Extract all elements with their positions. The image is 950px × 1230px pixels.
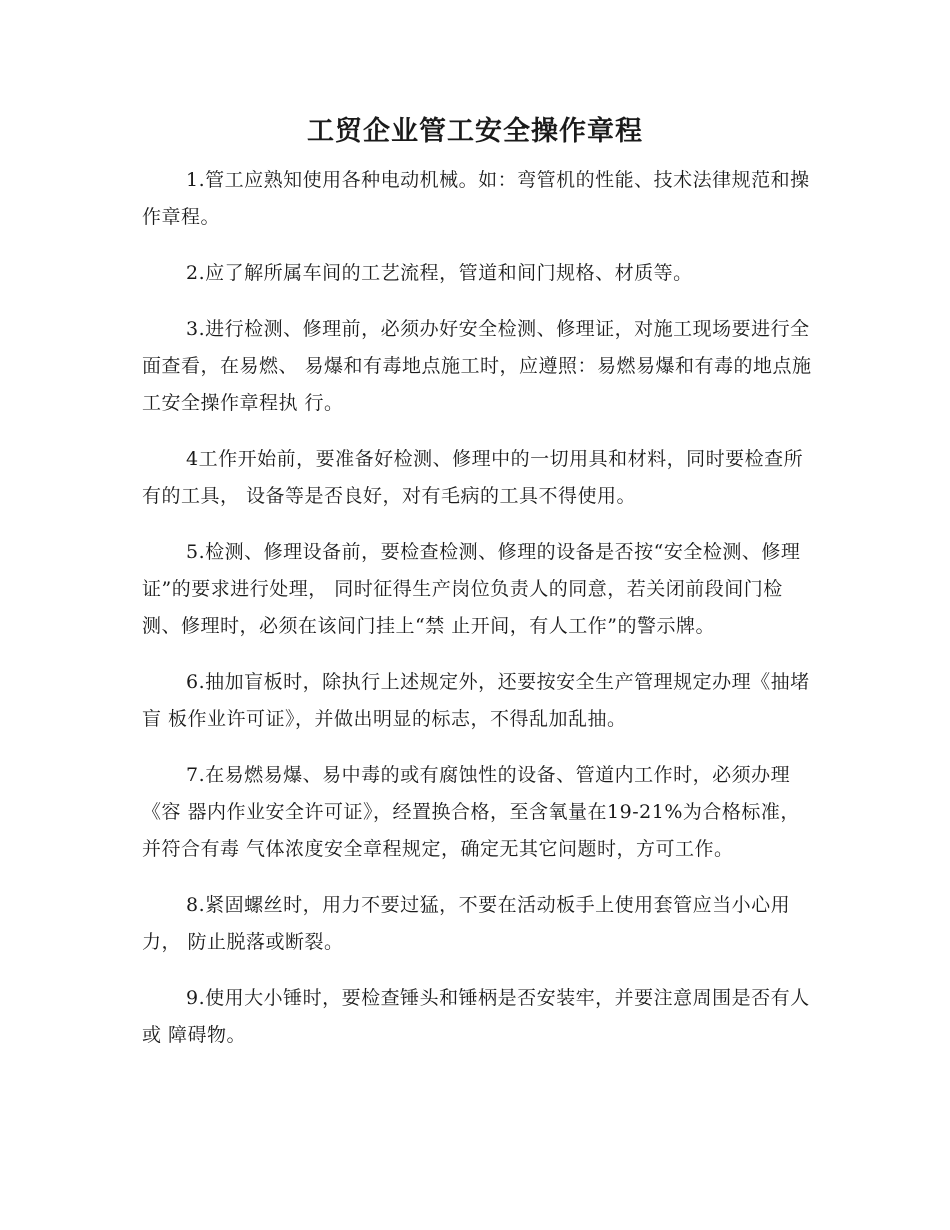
document-title: 工贸企业管工安全操作章程 (307, 116, 643, 147)
paragraph-7: 7.在易燃易爆、易中毒的或有腐蚀性的设备、管道内工作时，必须办理《容 器内作业安全许可证》，经置换合格，至含氧量在19-21%为合格标准，并符合有毒 气体浓度安全章程规定，确定无其它问题时，方可工作。 (142, 764, 800, 860)
paragraph-4: 4工作开始前，要准备好检测、修理中的一切用具和材料，同时要检查所有的工具， 设备等是否良好，对有毛病的工具不得使用。 (142, 448, 804, 507)
paragraph-1: 1.管工应熟知使用各种电动机械。如：弯管机的性能、技术法律规范和操作章程。 (142, 169, 810, 228)
paragraph-5: 5.检测、修理设备前，要检查检测、修理的设备是否按“安全检测、修理证”的要求进行处理， 同时征得生产岗位负责人的同意，若关闭前段间门检测、修理时，必须在该间门挂上“禁 止开间，有人工作”的警示牌。 (142, 541, 801, 637)
paragraph-3: 3.进行检测、修理前，必须办好安全检测、修理证，对施工现场要进行全面查看，在易燃、 易爆和有毒地点施工时，应遵照：易燃易爆和有毒的地点施工安全操作章程执 行。 (142, 318, 812, 414)
paragraph-6: 6.抽加盲板时，除执行上述规定外，还要按安全生产管理规定办理《抽堵盲 板作业许可证》，并做出明显的标志，不得乱加乱抽。 (142, 671, 810, 730)
paragraph-9: 9.使用大小锤时，要检查锤头和锤柄是否安装牢，并要注意周围是否有人或 障碍物。 (142, 987, 810, 1046)
paragraph-2: 2.应了解所属车间的工艺流程，管道和间门规格、材质等。 (186, 262, 693, 284)
document-body (142, 162, 812, 1073)
paragraph-8: 8.紧固螺丝时，用力不要过猛，不要在活动板手上使用套管应当小心用力， 防止脱落或断裂。 (142, 894, 791, 953)
